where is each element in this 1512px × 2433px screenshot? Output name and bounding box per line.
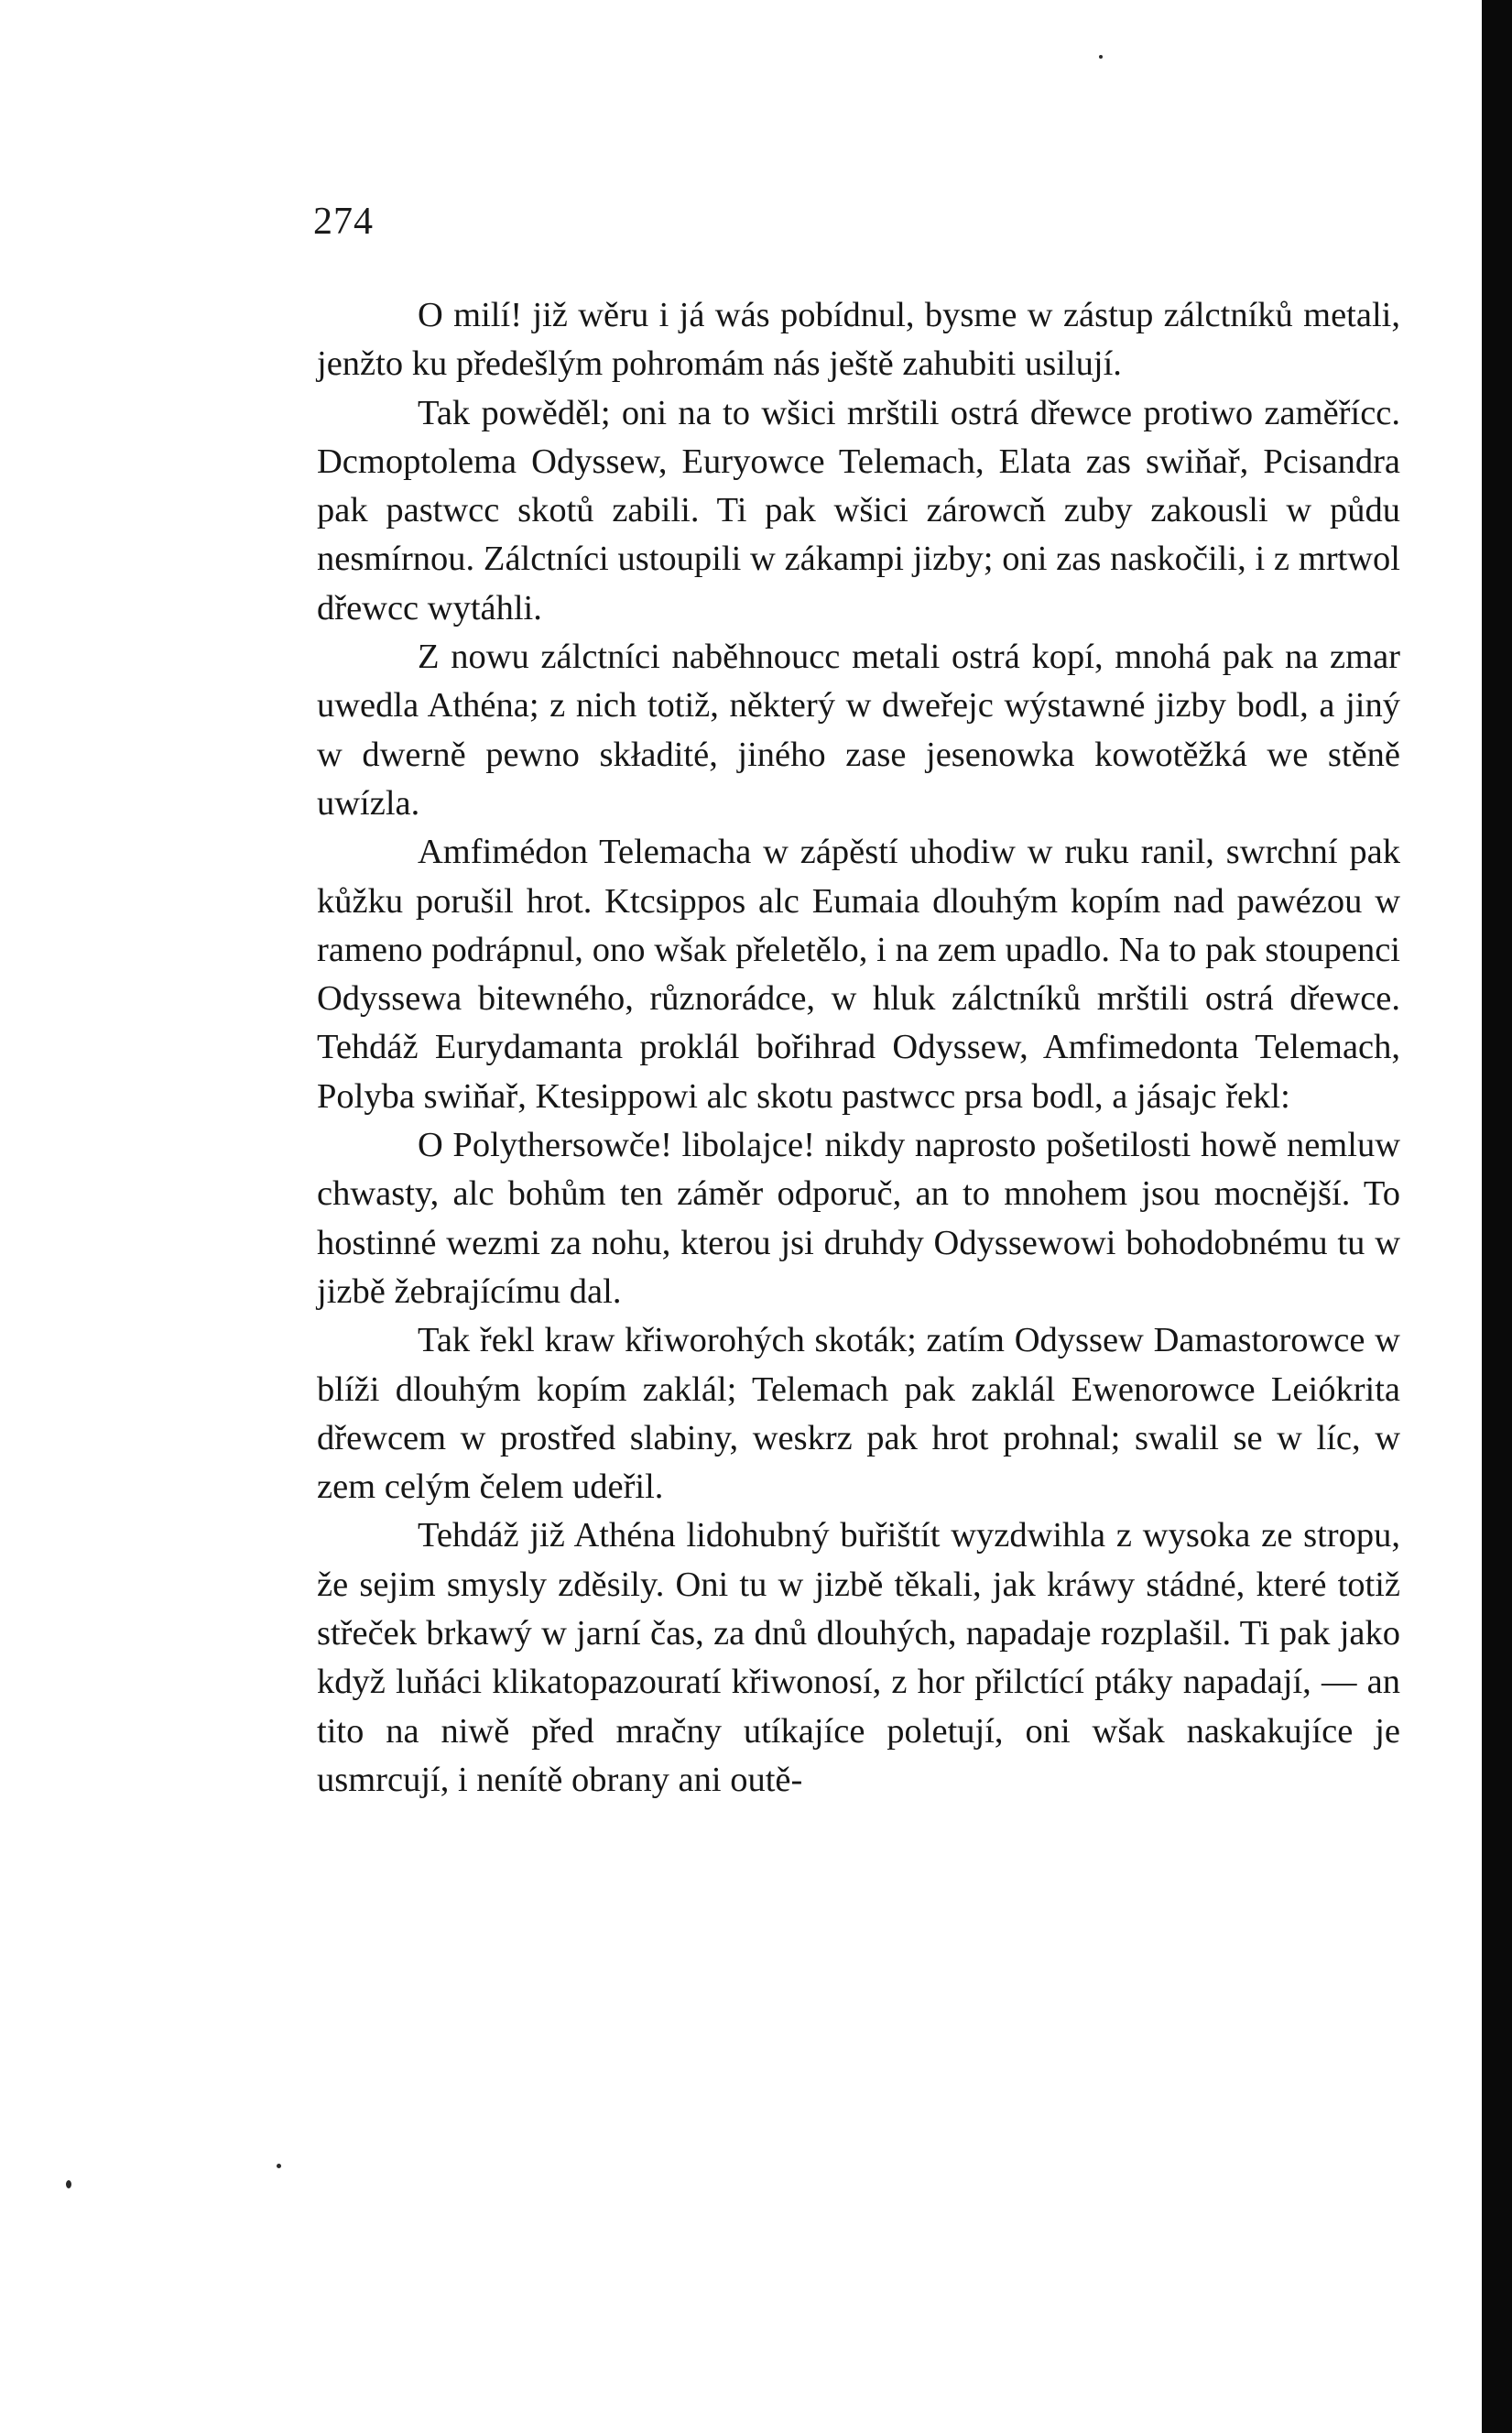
- paragraph: Tehdáž již Athéna lidohubný buřištít wyzdwihla z wysoka ze stropu, že sejim smysly zděsily. Oni tu w jizbě těkali, jak kráwy stádné, které totiž střeček brkawý w jarní čas, za dnů dlouhých, napadaje rozplašil. Ti pak jako když luňáci klikatopazouratí křiwonosí, z hor přilctící ptáky napadají, — an tito na niwě před mračny utíkajíce poletují, oni wšak naskakujíce je usmrcují, i nenítě obrany ani outě-: [317, 1516, 1400, 1799]
- scan-speck: [1099, 55, 1103, 59]
- paragraph: O milí! již wěru i já wás pobídnul, bysme w zástup zálctníků metali, jenžto ku předešlým pohromám nás ještě zahubiti usilují.: [317, 296, 1400, 384]
- paragraph: Z nowu zálctníci naběhnoucc metali ostrá kopí, mnohá pak na zmar uwedla Athéna; z nich totiž, některý w dweřejc wýstawné jizby bodl, a jiný w dwerně pewno składité, jiného zase jesenowka kowotěžká we stěně uwízla.: [317, 638, 1400, 823]
- paragraph: O Polythersowče! libolajce! nikdy naprosto pošetilosti howě nemluw chwasty, alc bohům ten záměr odporuč, an to mnohem jsou mocnější. To hostinné wezmi za nohu, kterou jsi druhdy Odyssewowi bohodobnému tu w jizbě žebrajícímu dal.: [317, 1126, 1400, 1311]
- scan-right-edge: [1482, 0, 1512, 2433]
- paragraph: Tak powěděl; oni na to wšici mrštili ostrá dřewce protiwo zaměřícc. Dcmoptolema Odyssew, Euryowce Telemach, Elata zas swiňař, Pcisandra pak pastwcc skotů zabili. Ti pak wšici zárowcň zuby zakousli w půdu nesmírnou. Zálctníci ustoupili w zákampi jizby; oni zas naskočili, i z mrtwol dřewcc wytáhli.: [317, 393, 1400, 627]
- body-text: [317, 291, 1400, 1805]
- paragraph: Amfimédon Telemacha w zápěstí uhodiw w ruku ranil, swrchní pak kůžku porušil hrot. Ktcsippos alc Eumaia dlouhým kopím nad pawézou w rameno podrápnul, ono wšak přeletělo, i na zem upadlo. Na to pak stoupenci Odyssewa bitewného, různorádce, w hluk zálctníků mrštili ostrá dřewce. Tehdáž Eurydamanta proklál bořihrad Odyssew, Amfimedonta Telemach, Polyba swiňař, Ktesippowi alc skotu pastwcc prsa bodl, a jásajc řekl:: [317, 833, 1400, 1116]
- page-number: 274: [313, 201, 374, 243]
- scan-speck: [66, 2180, 71, 2188]
- paragraph: Tak řekl kraw křiworohých skoták; zatím Odyssew Damastorowce w blíži dlouhým kopím zaklál; Telemach pak zaklál Ewenorowce Leiókrita dřewcem w prostřed slabiny, weskrz pak hrot prohnal; swalil se w líc, w zem celým čelem udeřil.: [317, 1321, 1400, 1507]
- scan-speck: [277, 2164, 281, 2168]
